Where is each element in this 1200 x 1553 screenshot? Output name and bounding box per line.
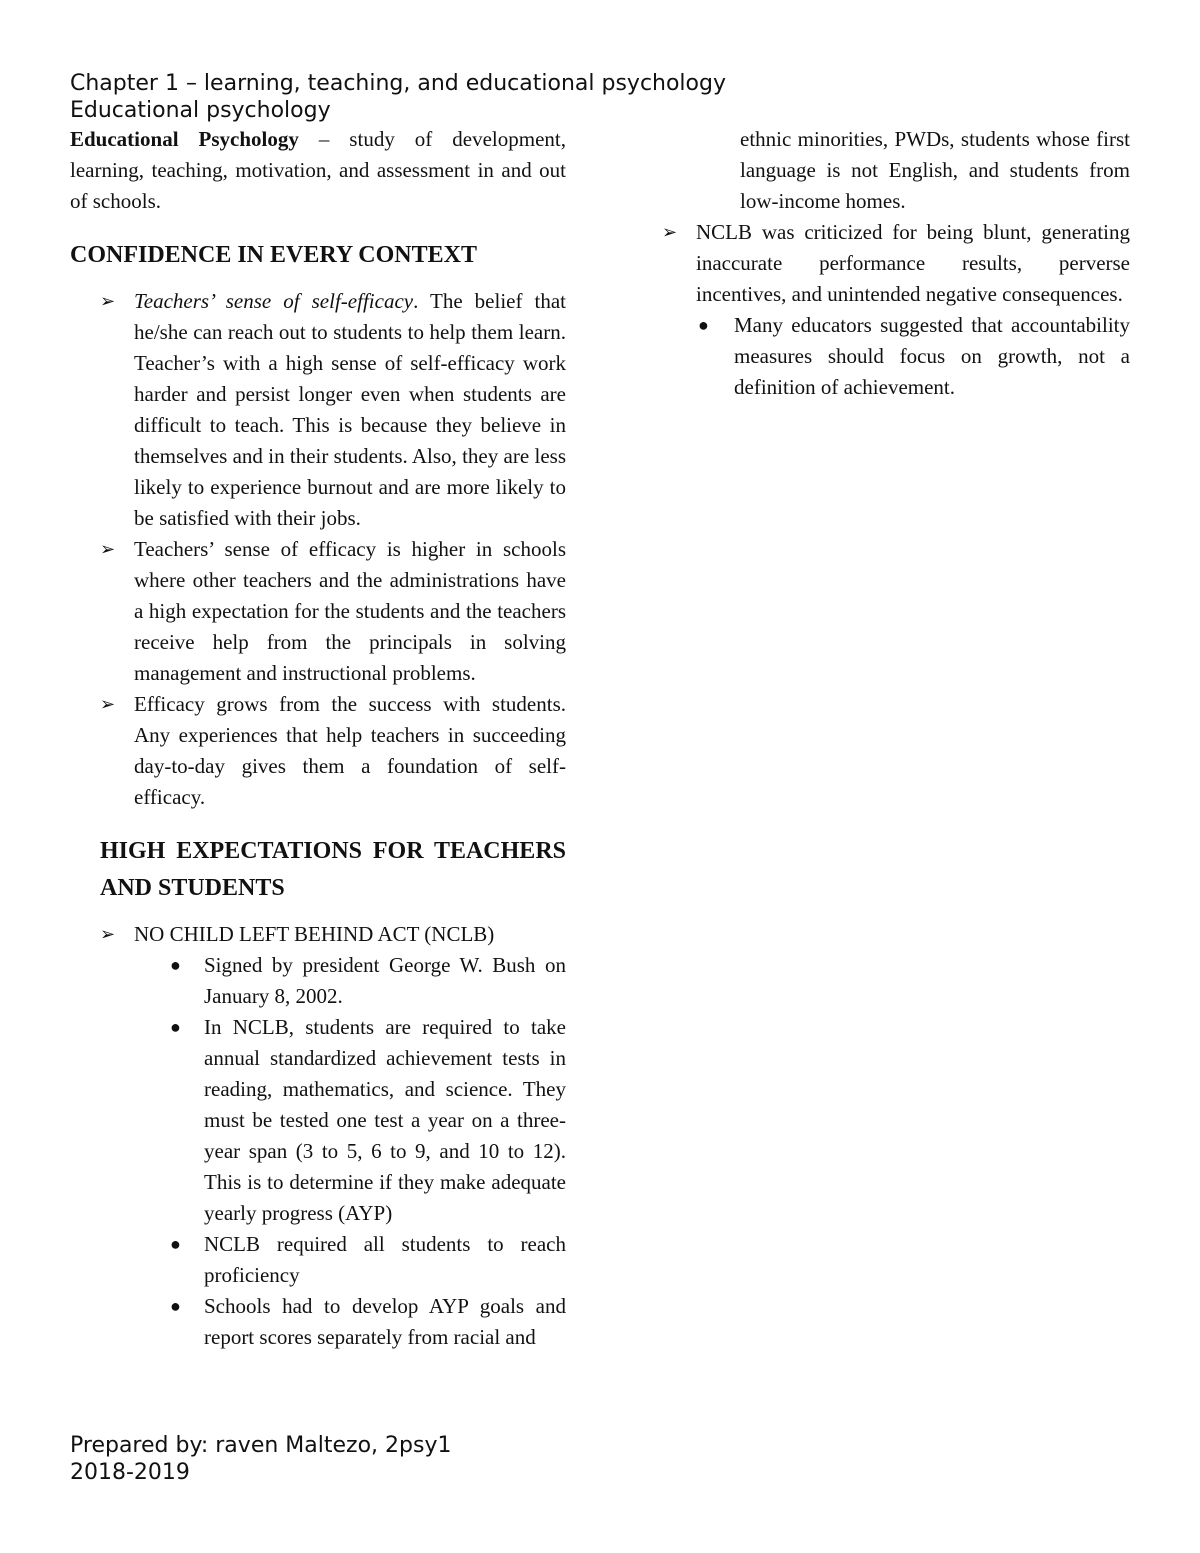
section-subtitle: Educational psychology [70,98,331,123]
item-text: . The belief that he/she can reach out to students to help them learn. Teacher’s with a high sense of self-efficacy work harder and persist longer even when students are difficult to teach. This is because they believe in themselves and in their students. Also, they are less likely to experience burnout and are more likely to be satisfied with their jobs. [134,289,566,530]
dot-bullet-icon: ● [170,955,181,975]
list-item [162,1012,566,1229]
arrow-bullet-icon: ➢ [100,539,116,560]
document-header [70,70,726,124]
list-item [70,534,566,689]
item-text: NO CHILD LEFT BEHIND ACT (NCLB) [134,922,495,946]
item-emphasis: Teachers’ sense of self-efficacy [134,289,414,313]
confidence-list [70,286,566,813]
arrow-bullet-icon: ➢ [100,694,116,715]
bullet-text: Schools had to develop AYP goals and report scores separately from racial and [204,1294,566,1349]
section-heading-high-expectations: HIGH EXPECTATIONS FOR TEACHERS AND STUDENTS [100,838,566,901]
list-item [662,217,1130,310]
criticism-bullets [662,310,1130,403]
list-item [162,950,566,1012]
intro-paragraph [70,124,566,217]
dot-bullet-icon: ● [170,1234,181,1254]
bullet-text: Many educators suggested that accountability measures should focus on growth, not a definition of achievement. [734,313,1130,399]
arrow-bullet-icon: ➢ [100,924,116,945]
arrow-bullet-icon: ➢ [100,291,116,312]
right-column [662,124,1130,403]
list-item [162,1229,566,1291]
item-text: Efficacy grows from the success with students. Any experiences that help teachers in succeeding day-to-day gives them a foundation of self-efficacy. [134,692,566,809]
item-text: Teachers’ sense of efficacy is higher in schools where other teachers and the administrations have a high expectation for the students and the teachers receive help from the principals in solving management and instructional problems. [134,537,566,685]
list-item [662,310,1130,403]
nclb-list [70,919,566,950]
bullet-text: Signed by president George W. Bush on January 8, 2002. [204,953,566,1008]
criticism-list [662,217,1130,310]
section-heading-confidence: CONFIDENCE IN EVERY CONTEXT [70,242,477,268]
list-item [70,689,566,813]
list-item [70,286,566,534]
intro-term: Educational Psychology [70,127,299,151]
list-item [162,1291,566,1353]
dot-bullet-icon: ● [698,315,709,335]
school-year: 2018-2019 [70,1460,190,1485]
bullet-text: In NCLB, students are required to take annual standardized achievement tests in reading, mathematics, and science. They must be tested one test a year on a three-year span (3 to 5, 6 to 9, and 10 to 12). This is to determine if they make adequate yearly progress (AYP) [204,1015,566,1225]
prepared-by: Prepared by: raven Maltezo, 2psy1 [70,1433,452,1458]
document-footer [70,1432,451,1486]
item-text: NCLB was criticized for being blunt, generating inaccurate performance results, perverse incentives, and unintended negative consequences. [696,220,1130,306]
dot-bullet-icon: ● [170,1296,181,1316]
bullet-continuation: ethnic minorities, PWDs, students whose first language is not English, and students from low-income homes. [740,127,1130,213]
list-item [70,919,566,950]
nclb-bullets [70,950,566,1353]
dot-bullet-icon: ● [170,1017,181,1037]
intro-definition: – study of development, learning, teaching, motivation, and assessment in and out of schools. [70,127,566,213]
left-column [70,124,566,1353]
bullet-text: NCLB required all students to reach proficiency [204,1232,566,1287]
arrow-bullet-icon: ➢ [662,222,678,243]
chapter-title: Chapter 1 – learning, teaching, and educational psychology [70,71,726,96]
